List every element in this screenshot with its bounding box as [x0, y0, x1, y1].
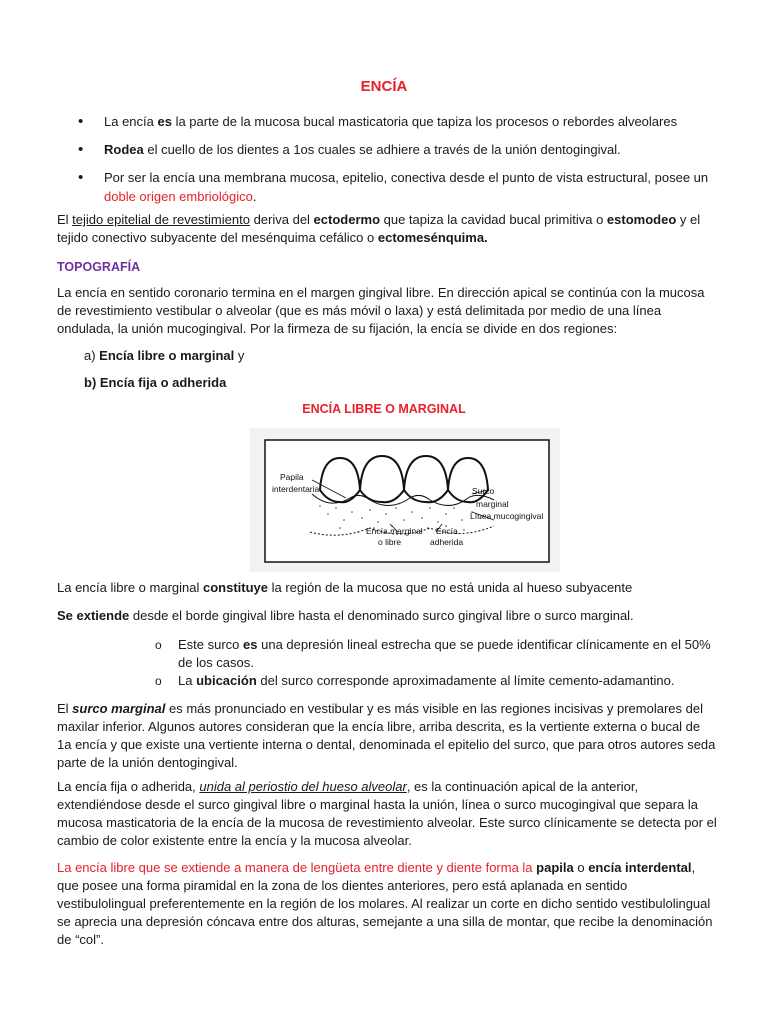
- bullet-item: • Rodea el cuello de los dientes a 1os cuales se adhiere a través de la unión dentogingival.: [78, 140, 718, 159]
- region-b: b) Encía fija o adherida: [84, 375, 227, 390]
- label-encia-marginal: Encía marginal: [366, 526, 423, 536]
- paragraph-encia-fija: La encía fija o adherida, unida al periostio del hueso alveolar, es la continuación apical de la anterior, extendiéndose desde el surco gingival libre o marginal hasta la unión, línea o surco mucogingival que separa la mucosa masticatoria de la encía de la mucosa de revestimiento alveolar. Este surco clínicamente se detecta por el cambio de color existente entre la encía y la mucosa alveolar.: [57, 779, 717, 848]
- intro-bullet-list: [78, 112, 718, 215]
- label-interdentaria: interdentaria: [272, 484, 320, 494]
- paragraph-papila: La encía libre que se extiende a manera de lengüeta entre diente y diente forma la papila o encía interdental, que posee una forma piramidal en la zona de los dientes anteriores, pero está aplanada en sentido vestibulolingual preferentemente en la región de los molares. Al realizar un corte en dicho sentido vestibulolingual se aprecia una depresión cóncava entre dos alturas, semejante a una silla de montar, que recibe la denominación de “col”.: [57, 860, 713, 947]
- paragraph-origin: El tejido epitelial de revestimiento deriva del ectodermo que tapiza la cavidad bucal primitiva o estomodeo y el tejido conectivo subyacente del mesénquima cefálico o ectomesénquima.: [57, 212, 701, 245]
- surco-sublist: [155, 636, 720, 690]
- paragraph-constituye: La encía libre o marginal constituye la región de la mucosa que no está unida al hueso subyacente: [57, 580, 633, 595]
- section-heading-topografia: TOPOGRAFÍA: [57, 260, 141, 274]
- paragraph-surco-marginal: El surco marginal es más pronunciado en vestibular y es más visible en las regiones incisivas y premolares del maxilar inferior. Algunos autores consideran que la encía libre, arriba descrita, es la vertiente externa o bucal de 1a encía y que existe una vertiente interna o dental, denominada el epitelio del surco, que para otros autores seda parte de la unión dentogingival.: [57, 701, 716, 770]
- label-encia: Encía: [436, 526, 458, 536]
- paragraph-topografia: La encía en sentido coronario termina en el margen gingival libre. En dirección apical se continúa con la mucosa de revestimiento vestibular o alveolar (que es más móvil o laxa) y está delimitada por medio de una línea ondulada, la unión mucogingival. Por la firmeza de su fijación, la encía se divide en dos regiones:: [57, 285, 705, 336]
- label-o-libre: o libre: [378, 537, 402, 547]
- label-marginal: marginal: [476, 499, 509, 509]
- page-title: ENCÍA: [360, 78, 408, 95]
- label-linea-mucogingival: Línea mucogingival: [470, 511, 544, 521]
- label-papila: Papila: [280, 472, 304, 482]
- label-surco: Surco: [472, 486, 495, 496]
- sublist-item: o La ubicación del surco corresponde aproximadamente al límite cemento-adamantino.: [155, 672, 720, 690]
- sublist-item: o Este surco es una depresión lineal estrecha que se puede identificar clínicamente en el 50% de los casos.: [155, 636, 720, 672]
- section-heading-encia-libre: ENCÍA LIBRE O MARGINAL: [302, 402, 466, 416]
- bullet-item: • Por ser la encía una membrana mucosa, epitelio, conectiva desde el punto de vista estructural, posee un doble origen embriológico.: [78, 168, 718, 206]
- label-adherida: adherida: [430, 537, 464, 547]
- bullet-item: • La encía es la parte de la mucosa bucal masticatoria que tapiza los procesos o rebordes alveolares: [78, 112, 718, 131]
- gingiva-diagram: [250, 428, 560, 572]
- region-a: a) Encía libre o marginal y: [84, 348, 245, 363]
- paragraph-se-extiende: Se extiende desde el borde gingival libre hasta el denominado surco gingival libre o surco marginal.: [57, 608, 634, 623]
